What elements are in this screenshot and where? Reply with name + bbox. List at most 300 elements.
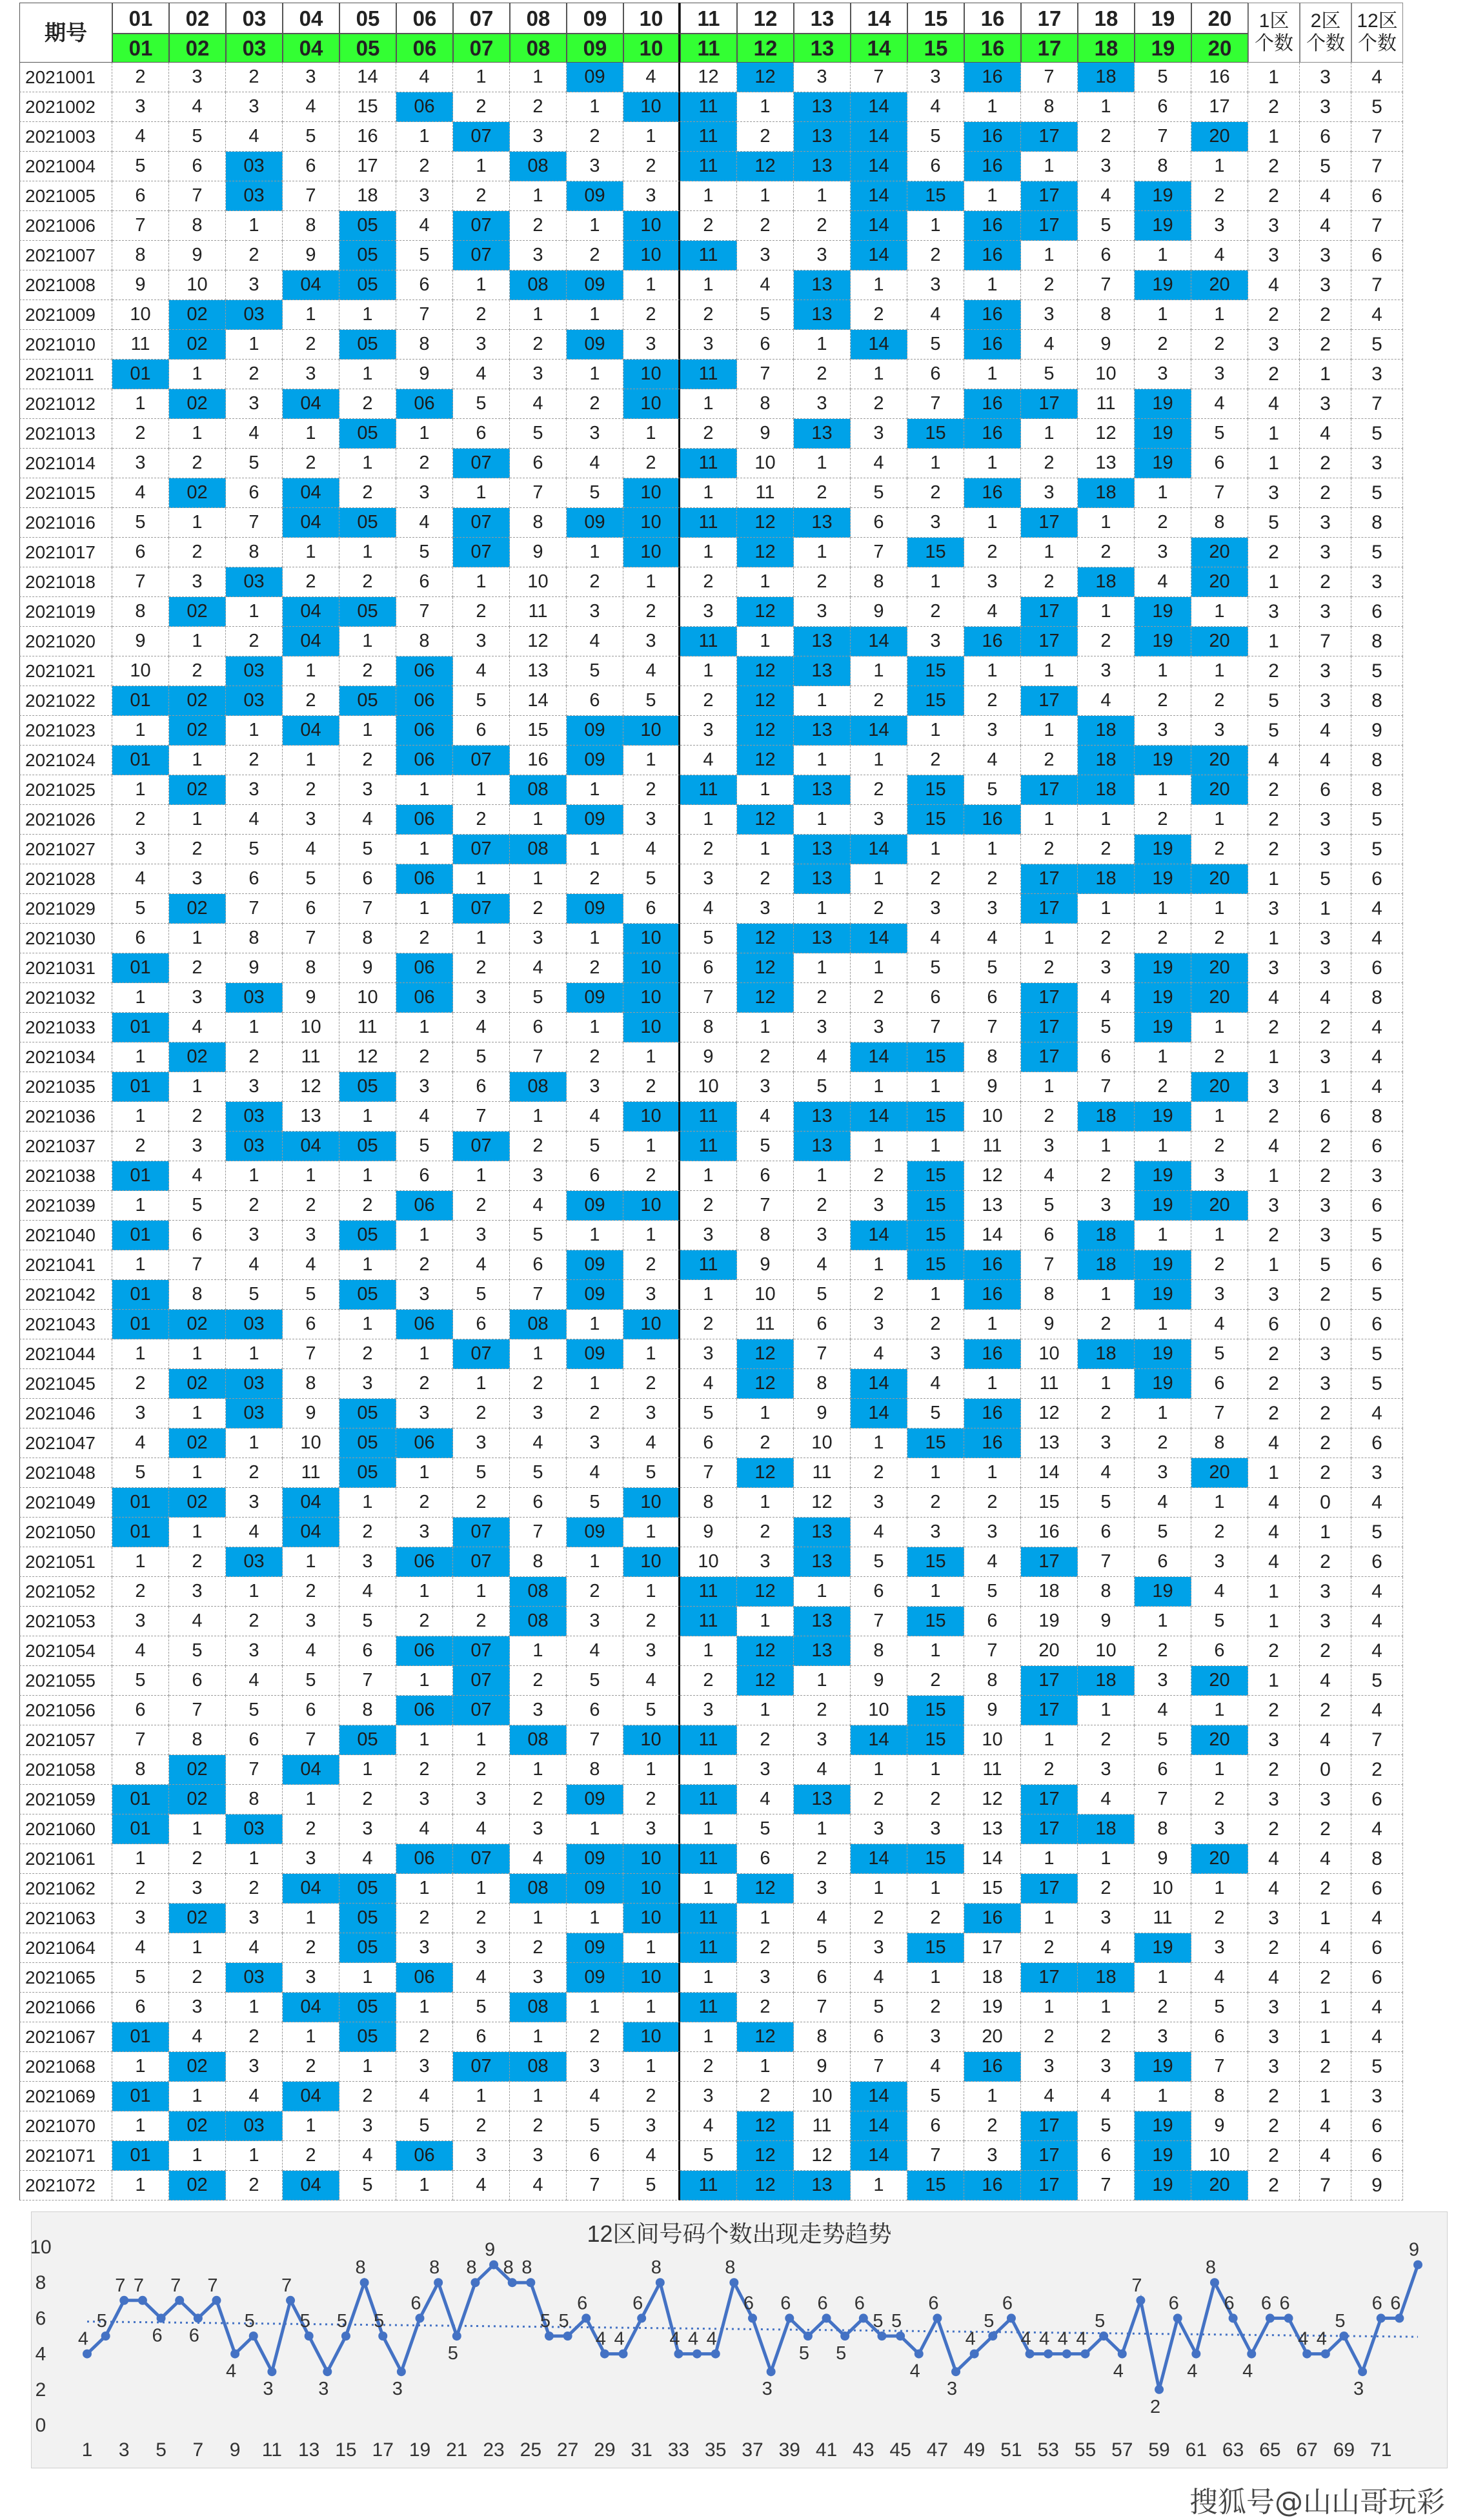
miss-cell: 1 [964, 2082, 1021, 2111]
y-tick-label: 8 [35, 2272, 46, 2294]
hit-cell: 01 [112, 2082, 169, 2111]
miss-cell: 8 [510, 508, 567, 538]
hit-cell: 11 [680, 1132, 737, 1161]
miss-cell: 3 [1078, 1904, 1135, 1933]
zone-count-cell: 3 [1300, 63, 1351, 92]
miss-cell: 6 [1135, 1755, 1191, 1785]
miss-cell: 6 [510, 449, 567, 478]
hit-cell: 11 [680, 122, 737, 152]
hit-cell: 12 [737, 2141, 794, 2171]
miss-cell: 3 [1021, 1132, 1078, 1161]
miss-cell: 6 [1078, 241, 1135, 270]
hit-cell: 11 [680, 508, 737, 538]
number-subheader-08: 08 [510, 34, 567, 63]
hit-cell: 14 [851, 835, 907, 864]
miss-cell: 4 [396, 1102, 453, 1132]
zone-count-cell: 8 [1351, 1102, 1403, 1132]
data-label: 4 [1316, 2328, 1327, 2350]
miss-cell: 7 [453, 1102, 510, 1132]
miss-cell: 3 [794, 389, 851, 419]
miss-cell: 1 [794, 1161, 851, 1191]
hit-cell: 13 [794, 122, 851, 152]
miss-cell: 3 [737, 241, 794, 270]
miss-cell: 1 [283, 2022, 339, 2052]
zone-count-cell: 1 [1248, 63, 1300, 92]
miss-cell: 1 [339, 1963, 396, 1993]
zone-count-cell: 6 [1351, 1132, 1403, 1161]
miss-cell: 4 [339, 1577, 396, 1607]
zone-count-cell: 4 [1351, 1072, 1403, 1102]
miss-cell: 4 [964, 924, 1021, 953]
hit-cell: 12 [737, 508, 794, 538]
miss-cell: 1 [453, 63, 510, 92]
x-tick-label: 59 [1148, 2439, 1170, 2461]
miss-cell: 4 [1191, 241, 1248, 270]
miss-cell: 1 [169, 1814, 226, 1844]
miss-cell: 3 [1078, 1755, 1135, 1785]
zone-count-cell: 2 [1300, 1696, 1351, 1725]
data-label: 8 [466, 2257, 477, 2279]
miss-cell: 2 [396, 152, 453, 181]
hit-cell: 04 [283, 716, 339, 746]
miss-cell: 1 [339, 1310, 396, 1339]
miss-cell: 1 [1135, 300, 1191, 330]
zone-count-cell: 3 [1248, 330, 1300, 360]
miss-cell: 4 [907, 2052, 964, 2082]
data-label: 3 [1353, 2379, 1364, 2400]
zone-count-cell: 5 [1248, 686, 1300, 716]
zone-count-cell: 4 [1300, 983, 1351, 1013]
hit-cell: 14 [851, 1725, 907, 1755]
hit-cell: 20 [1191, 775, 1248, 805]
zone-count-cell: 5 [1351, 1339, 1403, 1369]
hit-cell: 06 [396, 716, 453, 746]
miss-cell: 3 [396, 1399, 453, 1428]
data-label: 5 [336, 2311, 348, 2332]
hit-cell: 06 [396, 686, 453, 716]
miss-cell: 7 [1191, 1399, 1248, 1428]
miss-cell: 1 [112, 775, 169, 805]
miss-cell: 6 [112, 1993, 169, 2022]
hit-cell: 19 [1135, 1013, 1191, 1042]
y-tick-label: 2 [35, 2379, 46, 2401]
hit-cell: 17 [1021, 864, 1078, 894]
miss-cell: 5 [283, 1280, 339, 1310]
miss-cell: 2 [1135, 330, 1191, 360]
miss-cell: 9 [1135, 1844, 1191, 1874]
miss-cell: 1 [283, 746, 339, 775]
miss-cell: 3 [453, 2141, 510, 2171]
miss-cell: 1 [453, 924, 510, 953]
hit-cell: 17 [1021, 1666, 1078, 1696]
miss-cell: 1 [112, 716, 169, 746]
data-label: 9 [484, 2239, 496, 2261]
hit-cell: 19 [1135, 389, 1191, 419]
miss-cell: 4 [907, 1369, 964, 1399]
miss-cell: 1 [737, 1904, 794, 1933]
miss-cell: 11 [112, 330, 169, 360]
hit-cell: 03 [226, 1963, 283, 1993]
hit-cell: 08 [510, 775, 567, 805]
miss-cell: 1 [1191, 300, 1248, 330]
zone-count-cell: 3 [1300, 389, 1351, 419]
miss-cell: 1 [1135, 241, 1191, 270]
zone-count-cell: 1 [1248, 1250, 1300, 1280]
zone-count-cell: 6 [1300, 1102, 1351, 1132]
miss-cell: 3 [283, 1221, 339, 1250]
zone-count-cell: 5 [1248, 508, 1300, 538]
miss-cell: 1 [907, 1280, 964, 1310]
miss-cell: 4 [1191, 1310, 1248, 1339]
zone-count-cell: 2 [1300, 1428, 1351, 1458]
miss-cell: 4 [226, 122, 283, 152]
miss-cell: 1 [794, 449, 851, 478]
miss-cell: 10 [169, 270, 226, 300]
miss-cell: 2 [339, 389, 396, 419]
period-cell: 2021003 [19, 122, 112, 152]
miss-cell: 1 [1078, 894, 1135, 924]
miss-cell: 2 [453, 1399, 510, 1428]
miss-cell: 1 [169, 1933, 226, 1963]
miss-cell: 1 [510, 181, 567, 211]
miss-cell: 1 [680, 478, 737, 508]
zone-count-cell: 9 [1351, 716, 1403, 746]
hit-cell: 01 [112, 360, 169, 389]
hit-cell: 10 [623, 2022, 680, 2052]
miss-cell: 7 [283, 924, 339, 953]
miss-cell: 1 [907, 211, 964, 241]
zone-count-cell: 2 [1351, 1755, 1403, 1785]
miss-cell: 1 [1078, 1280, 1135, 1310]
hit-cell: 17 [1021, 627, 1078, 656]
miss-cell: 1 [112, 1844, 169, 1874]
miss-cell: 7 [737, 1191, 794, 1221]
hit-cell: 20 [1191, 538, 1248, 567]
miss-cell: 2 [169, 953, 226, 983]
miss-cell: 2 [1191, 1785, 1248, 1814]
hit-cell: 09 [567, 1933, 623, 1963]
zone-count-cell: 6 [1351, 1428, 1403, 1458]
miss-cell: 9 [794, 2052, 851, 2082]
miss-cell: 5 [1078, 1013, 1135, 1042]
miss-cell: 1 [510, 63, 567, 92]
miss-cell: 3 [680, 330, 737, 360]
data-label: 5 [984, 2311, 995, 2332]
zone-count-cell: 1 [1248, 122, 1300, 152]
miss-cell: 1 [1021, 419, 1078, 449]
miss-cell: 2 [794, 478, 851, 508]
zone-count-label: 个数 [1306, 32, 1345, 54]
miss-cell: 1 [510, 1102, 567, 1132]
miss-cell: 1 [1021, 716, 1078, 746]
hit-cell: 16 [964, 300, 1021, 330]
miss-cell: 1 [1078, 508, 1135, 538]
miss-cell: 5 [1191, 1339, 1248, 1369]
zone-count-cell: 9 [1351, 2171, 1403, 2200]
data-label: 5 [873, 2311, 884, 2332]
miss-cell: 1 [680, 656, 737, 686]
miss-cell: 4 [510, 953, 567, 983]
miss-cell: 1 [567, 360, 623, 389]
miss-cell: 8 [1021, 92, 1078, 122]
number-header-17: 17 [1021, 3, 1078, 34]
miss-cell: 5 [453, 686, 510, 716]
miss-cell: 1 [453, 2082, 510, 2111]
zone-count-cell: 3 [1300, 686, 1351, 716]
zone-count-cell: 5 [1351, 1280, 1403, 1310]
miss-cell: 4 [794, 1042, 851, 1072]
hit-cell: 07 [453, 241, 510, 270]
hit-cell: 12 [737, 2022, 794, 2052]
miss-cell: 2 [907, 864, 964, 894]
miss-cell: 2 [737, 1725, 794, 1755]
hit-cell: 11 [680, 1785, 737, 1814]
zone-count-cell: 3 [1300, 1339, 1351, 1369]
miss-cell: 2 [1078, 627, 1135, 656]
miss-cell: 11 [737, 478, 794, 508]
data-label: 7 [207, 2275, 218, 2296]
x-tick-label: 71 [1370, 2439, 1392, 2461]
hit-cell: 05 [339, 1280, 396, 1310]
hit-cell: 10 [623, 983, 680, 1013]
miss-cell: 1 [567, 1993, 623, 2022]
hit-cell: 16 [964, 2052, 1021, 2082]
zone-count-cell: 4 [1351, 300, 1403, 330]
hit-cell: 02 [169, 1310, 226, 1339]
miss-cell: 4 [1021, 1161, 1078, 1191]
data-label: 4 [965, 2328, 976, 2350]
miss-cell: 2 [851, 775, 907, 805]
miss-cell: 2 [680, 300, 737, 330]
miss-cell: 5 [510, 1221, 567, 1250]
miss-cell: 2 [794, 983, 851, 1013]
miss-cell: 1 [453, 270, 510, 300]
miss-cell: 1 [1135, 1221, 1191, 1250]
miss-cell: 2 [794, 1191, 851, 1221]
miss-cell: 2 [794, 567, 851, 597]
period-cell: 2021001 [19, 63, 112, 92]
hit-cell: 08 [510, 1577, 567, 1607]
miss-cell: 1 [1191, 597, 1248, 627]
miss-cell: 7 [169, 1250, 226, 1280]
miss-cell: 7 [1078, 270, 1135, 300]
miss-cell: 2 [1191, 686, 1248, 716]
zone-count-cell: 2 [1300, 1013, 1351, 1042]
miss-cell: 6 [567, 1161, 623, 1191]
miss-cell: 3 [737, 1547, 794, 1577]
number-subheader-14: 14 [851, 34, 907, 63]
miss-cell: 3 [1135, 1458, 1191, 1488]
zone-count-cell: 5 [1351, 2052, 1403, 2082]
zone-count-cell: 5 [1351, 330, 1403, 360]
hit-cell: 01 [112, 2141, 169, 2171]
x-tick-label: 69 [1333, 2439, 1355, 2461]
miss-cell: 6 [964, 1607, 1021, 1636]
miss-cell: 8 [737, 389, 794, 419]
miss-cell: 2 [1135, 508, 1191, 538]
miss-cell: 6 [112, 538, 169, 567]
hit-cell: 04 [283, 1488, 339, 1518]
miss-cell: 9 [112, 627, 169, 656]
data-point [416, 2313, 425, 2322]
miss-cell: 3 [112, 1904, 169, 1933]
miss-cell: 14 [510, 686, 567, 716]
miss-cell: 7 [112, 211, 169, 241]
hit-cell: 17 [1021, 1547, 1078, 1577]
miss-cell: 3 [680, 1221, 737, 1250]
zone-count-cell: 2 [1300, 2052, 1351, 2082]
miss-cell: 2 [567, 389, 623, 419]
miss-cell: 2 [737, 864, 794, 894]
miss-cell: 3 [1135, 2022, 1191, 2052]
miss-cell: 11 [283, 1458, 339, 1488]
miss-cell: 3 [567, 1072, 623, 1102]
zone-count-cell: 2 [1300, 1547, 1351, 1577]
hit-cell: 09 [567, 1280, 623, 1310]
miss-cell: 2 [510, 1933, 567, 1963]
hit-cell: 13 [794, 1132, 851, 1161]
miss-cell: 3 [1078, 1191, 1135, 1221]
miss-cell: 1 [396, 1993, 453, 2022]
zone-count-cell: 7 [1351, 122, 1403, 152]
zone-count-cell: 2 [1248, 1755, 1300, 1785]
hit-cell: 18 [1078, 746, 1135, 775]
hit-cell: 02 [169, 1904, 226, 1933]
hit-cell: 19 [1135, 1577, 1191, 1607]
zone-count-cell: 2 [1248, 152, 1300, 181]
hit-cell: 04 [283, 1132, 339, 1161]
miss-cell: 1 [1135, 656, 1191, 686]
hit-cell: 17 [1021, 122, 1078, 152]
data-label: 4 [1057, 2328, 1068, 2350]
miss-cell: 2 [283, 1577, 339, 1607]
miss-cell: 1 [964, 92, 1021, 122]
data-label: 6 [928, 2293, 939, 2314]
miss-cell: 11 [737, 1310, 794, 1339]
hit-cell: 15 [907, 805, 964, 835]
miss-cell: 2 [623, 449, 680, 478]
zone-count-cell: 6 [1351, 1250, 1403, 1280]
data-label: 3 [946, 2379, 958, 2400]
miss-cell: 5 [169, 1191, 226, 1221]
hit-cell: 07 [453, 1132, 510, 1161]
miss-cell: 7 [907, 2141, 964, 2171]
hit-cell: 16 [964, 805, 1021, 835]
hit-cell: 20 [1191, 746, 1248, 775]
hit-cell: 17 [1021, 983, 1078, 1013]
zone-count-cell: 3 [1248, 953, 1300, 983]
miss-cell: 10 [1021, 1339, 1078, 1369]
hit-cell: 14 [851, 1042, 907, 1072]
miss-cell: 1 [226, 597, 283, 627]
miss-cell: 5 [680, 1399, 737, 1428]
hit-cell: 02 [169, 775, 226, 805]
zone-count-header-3 [1351, 3, 1403, 63]
hit-cell: 05 [339, 330, 396, 360]
miss-cell: 1 [169, 924, 226, 953]
data-point [1321, 2350, 1330, 2359]
hit-cell: 15 [907, 181, 964, 211]
miss-cell: 2 [339, 567, 396, 597]
miss-cell: 6 [1078, 1042, 1135, 1072]
miss-cell: 7 [283, 1725, 339, 1755]
miss-cell: 12 [339, 1042, 396, 1072]
miss-cell: 5 [907, 1399, 964, 1428]
miss-cell: 6 [851, 1577, 907, 1607]
miss-cell: 1 [794, 538, 851, 567]
miss-cell: 1 [169, 2082, 226, 2111]
miss-cell: 3 [794, 241, 851, 270]
data-point [1118, 2350, 1127, 2359]
zone-count-cell: 4 [1248, 1488, 1300, 1518]
zone-count-cell: 6 [1351, 2111, 1403, 2141]
miss-cell: 11 [1135, 1904, 1191, 1933]
zone-count-cell: 4 [1351, 1013, 1403, 1042]
miss-cell: 3 [396, 181, 453, 211]
data-point [360, 2278, 369, 2287]
data-point [1081, 2350, 1090, 2359]
zone-count-cell: 6 [1351, 181, 1403, 211]
miss-cell: 2 [851, 1458, 907, 1488]
period-cell: 2021005 [19, 181, 112, 211]
miss-cell: 2 [453, 300, 510, 330]
miss-cell: 2 [794, 1844, 851, 1874]
miss-cell: 2 [1191, 1518, 1248, 1547]
miss-cell: 4 [1021, 2082, 1078, 2111]
miss-cell: 7 [1191, 478, 1248, 508]
miss-cell: 1 [907, 1874, 964, 1904]
miss-cell: 1 [1021, 241, 1078, 270]
miss-cell: 3 [907, 1339, 964, 1369]
period-cell: 2021007 [19, 241, 112, 270]
miss-cell: 1 [453, 1577, 510, 1607]
miss-cell: 4 [339, 1844, 396, 1874]
miss-cell: 4 [396, 508, 453, 538]
hit-cell: 01 [112, 1221, 169, 1250]
period-cell: 2021015 [19, 478, 112, 508]
hit-cell: 11 [680, 449, 737, 478]
miss-cell: 2 [283, 2141, 339, 2171]
miss-cell: 1 [169, 627, 226, 656]
miss-cell: 2 [283, 1933, 339, 1963]
hit-cell: 03 [226, 1399, 283, 1428]
miss-cell: 7 [851, 2052, 907, 2082]
zone-count-cell: 6 [1351, 1785, 1403, 1814]
miss-cell: 1 [226, 1993, 283, 2022]
miss-cell: 2 [1021, 567, 1078, 597]
miss-cell: 17 [339, 152, 396, 181]
miss-cell: 6 [169, 1666, 226, 1696]
hit-cell: 18 [1078, 1250, 1135, 1280]
period-cell: 2021043 [19, 1310, 112, 1339]
miss-cell: 1 [283, 1547, 339, 1577]
hit-cell: 12 [737, 538, 794, 567]
miss-cell: 12 [1021, 1399, 1078, 1428]
x-tick-label: 49 [963, 2439, 986, 2461]
miss-cell: 3 [851, 805, 907, 835]
zone-count-cell: 3 [1248, 1785, 1300, 1814]
miss-cell: 8 [794, 1369, 851, 1399]
zone-count-cell: 3 [1300, 1191, 1351, 1221]
hit-cell: 07 [453, 746, 510, 775]
miss-cell: 10 [1078, 360, 1135, 389]
data-point [656, 2278, 665, 2287]
miss-cell: 3 [453, 983, 510, 1013]
miss-cell: 4 [510, 1844, 567, 1874]
miss-cell: 10 [964, 1725, 1021, 1755]
miss-cell: 3 [510, 1696, 567, 1725]
zone-count-cell: 2 [1248, 2141, 1300, 2171]
